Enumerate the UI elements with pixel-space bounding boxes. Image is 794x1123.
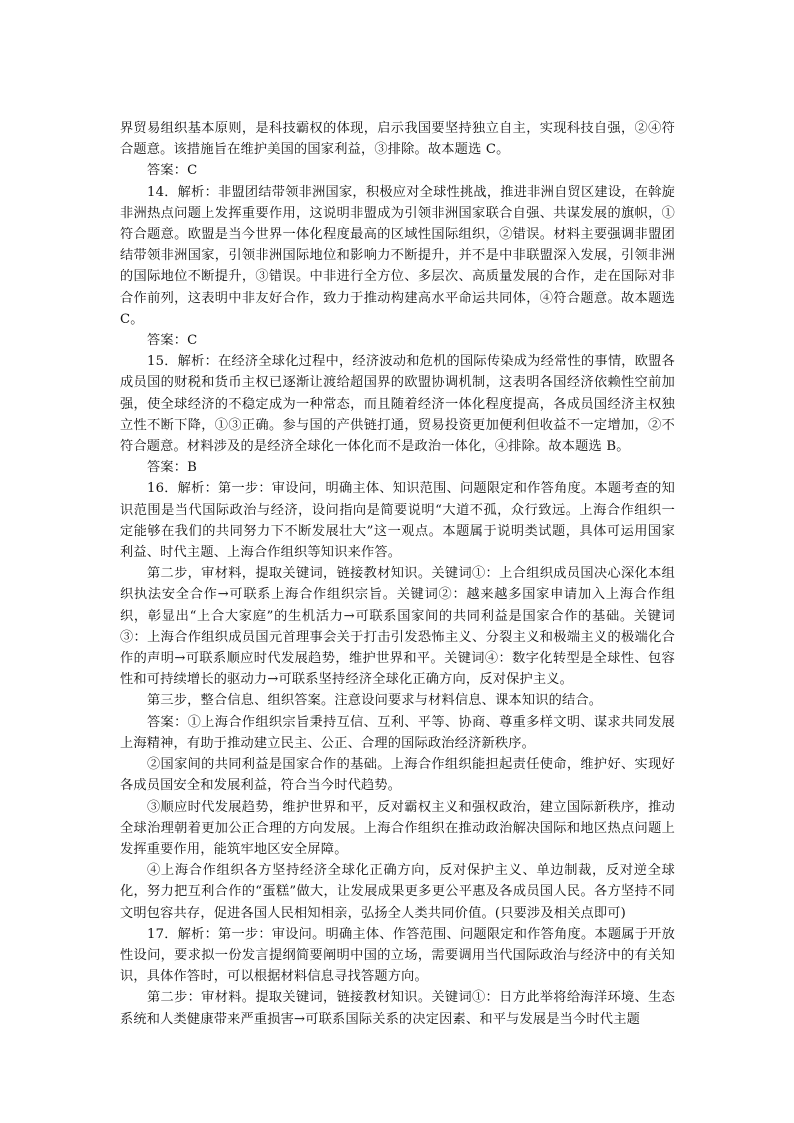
analysis-16-step2: 第二步，审材料，提取关键词，链接教材知识。关键词①：上合组织成员国决心深化本组织执法安全合作→可联系上海合作组织宗旨。关键词②：越来越多国家申请加入上海合作组织，彰显出“上合大家庭”的生机活力→可联系国家间的共同利益是国家合作的基础。关键词③：上海合作组织成员国元首理事会关于打击引发恐怖主义、分裂主义和极端主义的极端化合作的声明→可联系顺应时代发展趋势，维护世界和平。关键词④：数字化转型是全球性、包容性和可持续增长的驱动力→可联系坚持经济全球化正确方向，反对保护主义。 [120,566,675,688]
analysis-16-step1: 16．解析：第一步：审设问，明确主体、知识范围、问题限定和作答角度。本题考查的知识范围是当代国际政治与经济，设问指向是简要说明“大道不孤，众行致远。上海合作组织一定能够在我们的共同努力下不断发展壮大”这一观点。本题属于说明类试题，具体可运用国家利益、时代主题、上海合作组织等知识来作答。 [120,481,675,561]
analysis-17-step2: 第二步：审材料。提取关键词，链接教材知识。关键词①：日方此举将给海洋环境、生态系统和人类健康带来严重损害→可联系国际关系的决定因素、和平与发展是当今时代主题 [120,990,675,1027]
answer-14: 答案：C [147,333,198,349]
answer-13: 答案：C [147,163,198,179]
analysis-14: 14．解析：非盟团结带领非洲国家，积极应对全球性挑战，推进非洲自贸区建设，在斡旋非洲热点问题上发挥重要作用，这说明非盟成为引领非洲国家联合自强、共谋发展的旗帜，①符合题意。欧盟是当今世界一体化程度最高的区域性国际组织，②错误。材料主要强调非盟团结带领非洲国家，引领非洲国际地位和影响力不断提升，并不是中非联盟深入发展，引领非洲的国际地位不断提升，③错误。中非进行全方位、多层次、高质量发展的合作，走在国际对非合作前列，这表明中非友好合作，致力于推动构建高水平命运共同体，④符合题意。故本题选 C。 [120,184,675,327]
analysis-17-step1: 17．解析：第一步：审设问。明确主体、作答范围、问题限定和作答角度。本题属于开放性设问，要求拟一份发言提纲简要阐明中国的立场，需要调用当代国际政治与经济中的有关知识，具体作答时，可以根据材料信息寻找答题方向。 [120,926,675,985]
paragraph-1: 界贸易组织基本原则，是科技霸权的体现，启示我国要坚持独立自主，实现科技自强，②④符合题意。该措施旨在维护美国的国家利益，③排除。故本题选 C。 [120,121,675,158]
analysis-15: 15．解析：在经济全球化过程中，经济波动和危机的国际传染成为经常性的事情，欧盟各成员国的财税和货币主权已逐渐让渡给超国界的欧盟协调机制，这表明各国经济依赖性空前加强，使全球经济的不稳定成为一种常态，而且随着经济一体化程度提高，各成员国经济主权独立性不断下降，①③正确。参与国的产供链打通，贸易投资更加便利但收益不一定增加，②不符合题意。材料涉及的是经济全球化一体化而不是政治一体化，④排除。故本题选 B。 [120,354,675,455]
document-page [120,118,675,1030]
answer-16-point3: ③顺应时代发展趋势，维护世界和平，反对霸权主义和强权政治，建立国际新秩序，推动全球治理朝着更加公正合理的方向发展。上海合作组织在推动政治解决国际和地区热点问题上发挥重要作用，能筑牢地区安全屏障。 [120,799,675,857]
answer-15: 答案：B [147,460,198,476]
answer-16-point4: ④上海合作组织各方坚持经济全球化正确方向，反对保护主义、单边制裁，反对逆全球化，努力把互利合作的“蛋糕”做大，让发展成果更多更公平惠及各成员国人民。各方坚持不同文明包容共存，促进各国人民相知相亲，弘扬全人类共同价值。(只要涉及相关点即可) [120,863,675,921]
analysis-16-step3: 第三步，整合信息、组织答案。注意设问要求与材料信息、课本知识的结合。 [147,693,603,709]
answer-16-point2: ②国家间的共同利益是国家合作的基础。上海合作组织能担起责任使命，维护好、实现好各成员国安全和发展利益，符合当今时代趋势。 [120,757,675,794]
answer-16-point1: 答案：①上海合作组织宗旨秉持互信、互利、平等、协商、尊重多样文明、谋求共同发展上海精神，有助于推动建立民主、公正、合理的国际政治经济新秩序。 [120,714,675,751]
